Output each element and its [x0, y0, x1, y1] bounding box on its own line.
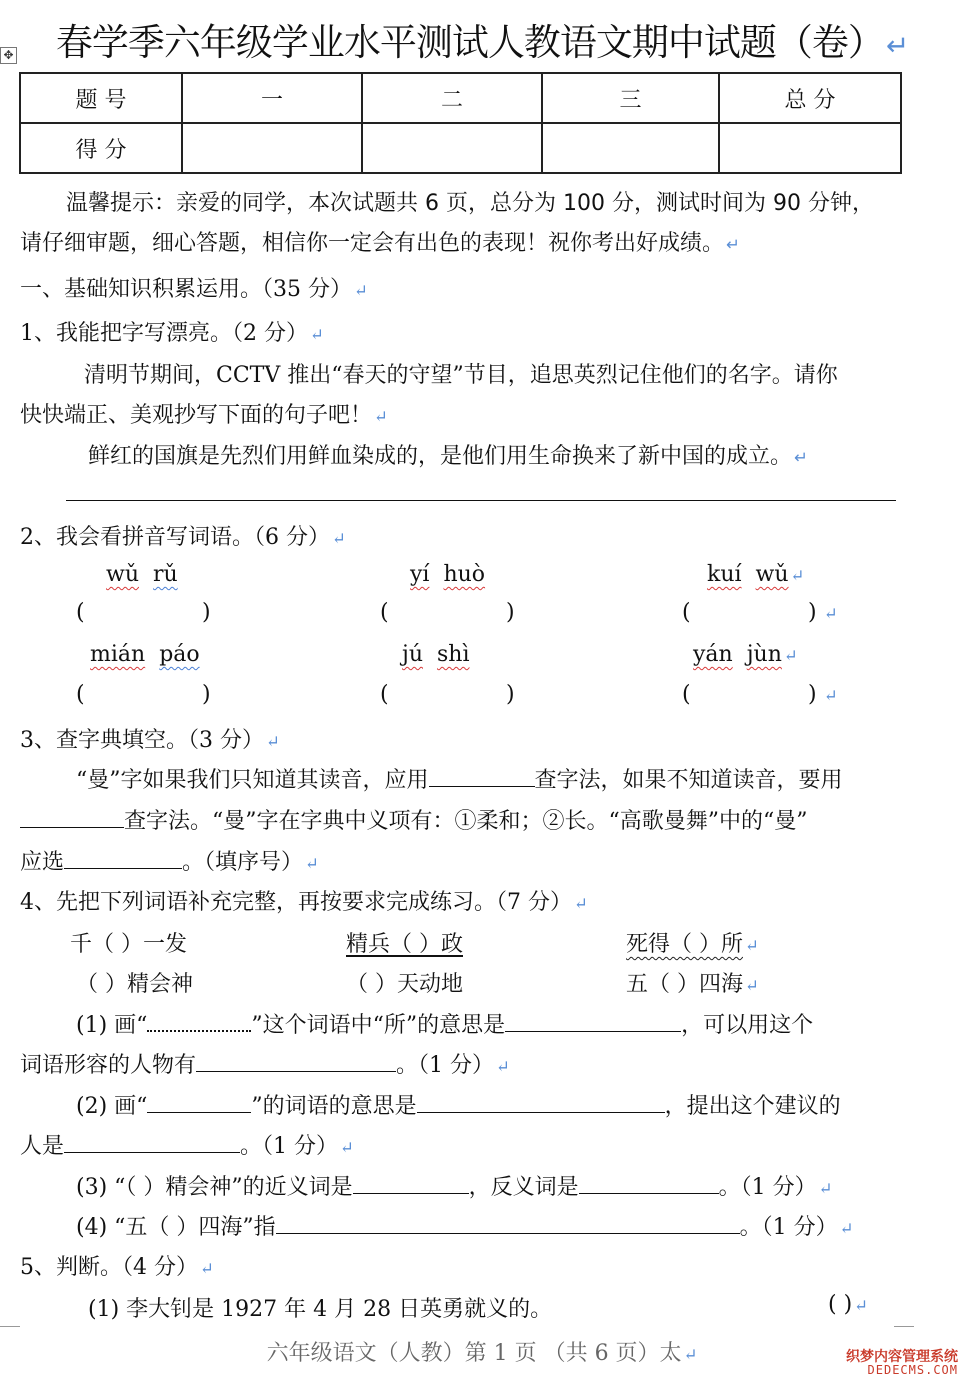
score-cell[interactable] — [182, 123, 362, 173]
idiom-3: 死得（ ）所 ↵ — [626, 932, 759, 957]
watermark-text: 织梦内容管理系统 — [846, 1349, 958, 1365]
table-cell: 题 号 — [20, 73, 182, 123]
question-3-text-2: 查字法。“曼”字在字典中义项有：①柔和；②长。“高歌曼舞”中的“曼” — [20, 804, 808, 835]
answer-bracket-close: ) ↵ — [808, 600, 838, 625]
question-5-heading: 5、判断。（4 分） ↵ — [20, 1255, 214, 1280]
question-1-heading: 1、我能把字写漂亮。（2 分） ↵ — [20, 321, 324, 346]
table-cell: 得 分 — [20, 123, 182, 173]
fill-blank[interactable] — [417, 1092, 665, 1113]
subquestion-2: (2) 画“ ”的词语的意思是 ，提出这个建议的 — [76, 1094, 841, 1119]
wavy-blank[interactable] — [147, 1010, 251, 1032]
watermark-url: DEDECMS.COM — [867, 1363, 958, 1377]
score-table — [19, 72, 902, 174]
idiom-5: （ ）天动地 — [346, 972, 463, 997]
question-4-heading: 4、先把下列词语补充完整，再按要求完成练习。（7 分） ↵ — [20, 890, 588, 915]
answer-bracket-open: ( — [682, 600, 691, 625]
judge-answer-1[interactable]: ( ) ↵ — [828, 1292, 868, 1317]
pinyin-2: yí huò — [410, 562, 486, 587]
answer-bracket-close: ) — [506, 682, 515, 707]
answer-bracket-open: ( — [682, 682, 691, 707]
subquestion-1-cont: 词语形容的人物有 。（1 分） ↵ — [20, 1053, 510, 1078]
margin-mark — [894, 1326, 914, 1327]
table-cell: 总 分 — [719, 73, 901, 123]
fill-blank[interactable] — [429, 766, 535, 787]
pinyin-4: mián páo — [90, 642, 200, 667]
question-3-text-1: “曼”字如果我们只知道其读音，应用 查字法，如果不知道读音，要用 — [76, 768, 843, 793]
fill-blank[interactable] — [64, 848, 182, 869]
idiom-2: 精兵（ ）政 — [346, 932, 463, 957]
table-row — [20, 73, 901, 123]
fill-blank[interactable] — [579, 1173, 719, 1194]
subquestion-1: (1) 画“ ”这个词语中“所”的意思是 ，可以用这个 — [76, 1008, 813, 1039]
question-1-text-2: 快快端正、美观抄写下面的句子吧！ ↵ — [20, 403, 388, 428]
idiom-6: 五（ ）四海 ↵ — [626, 972, 759, 997]
table-cell: 二 — [362, 73, 542, 123]
fill-blank[interactable] — [505, 1011, 681, 1032]
table-cell: 三 — [542, 73, 719, 123]
pinyin-5: jú shì — [402, 642, 470, 667]
table-cell: 一 — [182, 73, 362, 123]
answer-bracket-open: ( — [380, 682, 389, 707]
answer-bracket-close: ) ↵ — [808, 682, 838, 707]
table-row — [20, 123, 901, 173]
fill-blank[interactable] — [276, 1213, 740, 1234]
answer-bracket-close: ) — [202, 600, 211, 625]
subquestion-3: (3) “（ ）精会神”的近义词是 ，反义词是 。（1 分） ↵ — [76, 1175, 833, 1200]
margin-mark — [0, 1326, 20, 1327]
page-title: 春学季六年级学业水平测试人教语文期中试题（卷）↵ — [55, 21, 909, 64]
answer-bracket-close: ) — [202, 682, 211, 707]
copy-answer-line[interactable] — [66, 500, 896, 501]
fill-blank[interactable] — [147, 1092, 251, 1113]
table-move-handle[interactable]: ✥ — [0, 47, 17, 64]
copy-sentence: 鲜红的国旗是先烈们用鲜血染成的，是他们用生命换来了新中国的成立。 ↵ — [88, 444, 808, 469]
answer-bracket-open: ( — [380, 600, 389, 625]
section-heading: 一、基础知识积累运用。（35 分） ↵ — [20, 277, 368, 302]
pinyin-3: kuí wǔ ↵ — [707, 562, 805, 587]
page-footer: 六年级语文（人教）第 1 页 （共 6 页）太 ↵ — [266, 1341, 698, 1366]
pinyin-6: yán jùn ↵ — [693, 642, 798, 667]
subquestion-2-cont: 人是 。（1 分） ↵ — [20, 1134, 354, 1159]
subquestion-4: (4) “五（ ）四海”指 。（1 分） ↵ — [76, 1215, 854, 1240]
question-3-heading: 3、查字典填空。（3 分） ↵ — [20, 728, 280, 753]
idiom-4: （ ）精会神 — [76, 972, 193, 997]
idiom-1: 千（ ）一发 — [70, 932, 187, 957]
fill-blank[interactable] — [64, 1132, 240, 1153]
fill-blank[interactable] — [20, 807, 124, 828]
score-cell[interactable] — [362, 123, 542, 173]
answer-bracket-open: ( — [76, 600, 85, 625]
score-cell[interactable] — [542, 123, 719, 173]
answer-bracket-open: ( — [76, 682, 85, 707]
answer-bracket-close: ) — [506, 600, 515, 625]
notice-line-2: 请仔细审题，细心答题，相信你一定会有出色的表现！祝你考出好成绩。 ↵ — [20, 231, 740, 256]
notice-line-1: 温馨提示：亲爱的同学，本次试题共 6 页，总分为 100 分，测试时间为 90 分钟， — [66, 191, 874, 216]
score-cell[interactable] — [719, 123, 901, 173]
question-1-text-1: 清明节期间，CCTV 推出“春天的守望”节目，追思英烈记住他们的名字。请你 — [84, 363, 838, 388]
pinyin-1: wǔ rǔ — [106, 562, 178, 587]
fill-blank[interactable] — [353, 1173, 469, 1194]
question-3-text-3: 应选 。（填序号） ↵ — [20, 850, 319, 875]
fill-blank[interactable] — [196, 1051, 396, 1072]
judge-item-1: (1) 李大钊是 1927 年 4 月 28 日英勇就义的。 — [88, 1297, 553, 1322]
question-2-heading: 2、我会看拼音写词语。（6 分） ↵ — [20, 525, 346, 550]
